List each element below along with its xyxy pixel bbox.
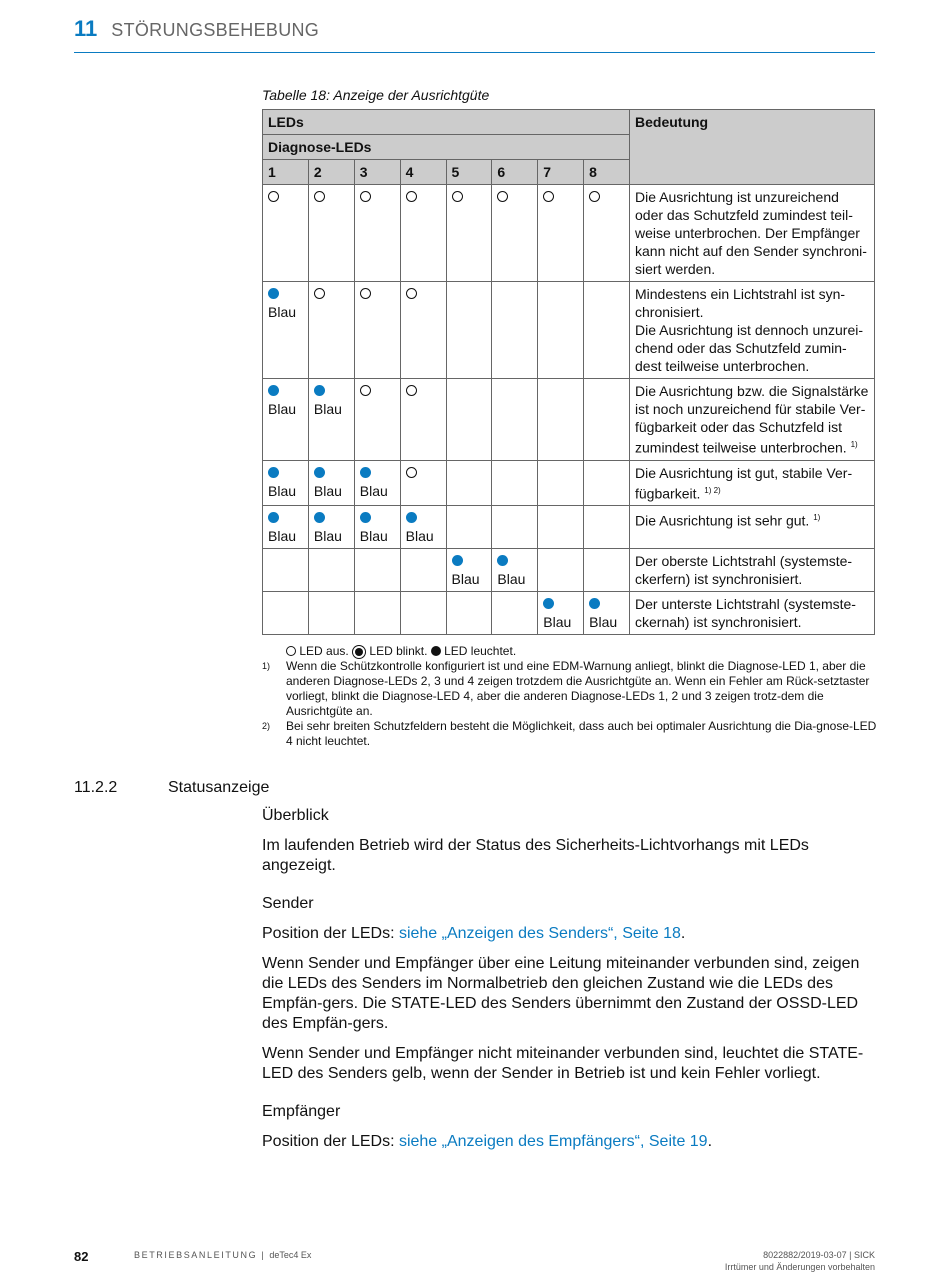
led-on-icon <box>452 555 463 566</box>
led-cell <box>308 460 354 506</box>
table-row <box>263 379 875 461</box>
led-off-icon <box>268 191 279 202</box>
led-off-icon <box>314 191 325 202</box>
led-off-icon <box>543 191 554 202</box>
sender-position <box>262 924 877 944</box>
led-cell <box>492 506 538 549</box>
sender-text-1: Wenn Sender und Empfänger über eine Leitung miteinander verbunden sind, zeigen die LEDs des Senders im Normalbetrieb den gleichen Zustand wie die LEDs des Empfän-gers. Die STATE-LED des Senders übernimmt den Zustand der OSSD-LED des Empfän-gers. <box>262 955 860 1032</box>
led-color: Blau <box>268 401 297 417</box>
sender-link[interactable]: siehe „Anzeigen des Senders“, Seite 18 <box>398 925 681 942</box>
led-off-icon <box>360 385 371 396</box>
led-on-icon <box>497 555 508 566</box>
led-blink-icon <box>355 648 363 656</box>
section-body <box>262 806 877 1162</box>
led-cell <box>538 379 584 461</box>
led-cell <box>538 460 584 506</box>
footnote-ref: 1) 2) <box>704 485 721 495</box>
led-cell <box>584 460 630 506</box>
column-header: 6 <box>492 160 538 185</box>
disclaimer: Irrtümer und Änderungen vorbehalten <box>724 1262 875 1272</box>
led-off-icon <box>406 288 417 299</box>
led-color: Blau <box>359 528 388 545</box>
led-cell <box>354 185 400 282</box>
led-cell <box>538 549 584 592</box>
led-on-icon <box>360 467 371 478</box>
overview-heading: Überblick <box>262 807 329 824</box>
led-cell <box>446 592 492 635</box>
receiver-link[interactable]: siehe „Anzeigen des Empfängers“, Seite 19 <box>398 1133 708 1150</box>
table-row <box>263 506 875 549</box>
led-on-icon <box>314 512 325 523</box>
legend-off: LED aus. <box>299 644 349 658</box>
led-cell <box>400 592 446 635</box>
led-cell <box>354 592 400 635</box>
doc-number: 8022882/2019-03-07 | SICK <box>763 1250 875 1260</box>
led-on-icon <box>268 512 279 523</box>
meaning-text: Die Ausrichtung ist sehr gut. <box>635 512 810 529</box>
doc-type: BETRIEBSANLEITUNG | <box>134 1250 270 1260</box>
led-off-icon <box>360 191 371 202</box>
led-off-icon <box>589 191 600 202</box>
column-header: 4 <box>400 160 446 185</box>
led-cell <box>263 379 309 461</box>
led-cell <box>308 592 354 635</box>
led-on-icon <box>268 288 279 299</box>
led-color: Blau <box>543 614 572 631</box>
led-off-icon <box>286 646 296 656</box>
footnote <box>262 719 877 749</box>
led-cell <box>308 282 354 379</box>
led-cell <box>446 379 492 461</box>
led-cell <box>492 379 538 461</box>
led-cell <box>400 506 446 549</box>
led-off-icon <box>314 288 325 299</box>
meaning-text: Mindestens ein Lichtstrahl ist syn- chronisiert. Die Ausrichtung ist dennoch unzurei- chend oder das Schutzfeld zumin- dest teilweise unterbrochen. <box>635 286 864 374</box>
table-row <box>263 460 875 506</box>
section-number: 11.2.2 <box>74 779 118 796</box>
meaning-cell <box>630 282 875 379</box>
footnote-text: Bei sehr breiten Schutzfeldern besteht die Möglichkeit, dass auch bei optimaler Ausrichtung die Dia-gnose-LED 4 nicht leuchtet. <box>286 719 877 748</box>
meaning-cell <box>630 592 875 635</box>
header-leds: LEDs <box>263 110 630 135</box>
footnote-mark: 2) <box>262 721 271 731</box>
led-on-icon <box>314 385 325 396</box>
alignment-table <box>262 109 875 635</box>
column-header: 5 <box>446 160 492 185</box>
led-cell <box>400 282 446 379</box>
led-on-icon <box>360 512 371 523</box>
header-meaning: Bedeutung <box>630 110 875 185</box>
led-on-icon <box>314 467 325 478</box>
footer-right <box>725 1249 875 1273</box>
meaning-cell <box>630 460 875 506</box>
column-header: 3 <box>354 160 400 185</box>
led-cell <box>584 549 630 592</box>
led-cell <box>492 460 538 506</box>
led-cell <box>538 185 584 282</box>
led-cell <box>263 282 309 379</box>
led-cell <box>263 549 309 592</box>
led-cell <box>354 549 400 592</box>
overview-text: Im laufenden Betrieb wird der Status des Sicherheits-Lichtvorhangs mit LEDs angezeigt. <box>262 837 809 874</box>
column-header: 1 <box>263 160 309 185</box>
led-on-icon <box>431 646 441 656</box>
led-cell <box>538 592 584 635</box>
legend-on: LED leuchtet. <box>444 644 517 658</box>
led-cell <box>354 282 400 379</box>
header-diagnose-leds: Diagnose-LEDs <box>263 135 630 160</box>
table-row <box>263 592 875 635</box>
led-cell <box>584 185 630 282</box>
led-color: Blau <box>589 614 618 631</box>
led-cell <box>538 506 584 549</box>
led-color: Blau <box>268 304 297 320</box>
table-row <box>263 185 875 282</box>
led-color: Blau <box>268 528 297 545</box>
table-row <box>263 549 875 592</box>
table-caption: Tabelle 18: Anzeige der Ausrichtgüte <box>262 87 490 103</box>
led-color: Blau <box>451 571 480 588</box>
led-cell <box>446 549 492 592</box>
led-cell <box>446 185 492 282</box>
led-off-icon <box>497 191 508 202</box>
led-off-icon <box>406 467 417 478</box>
table-row <box>263 282 875 379</box>
led-off-icon <box>406 191 417 202</box>
led-cell <box>584 282 630 379</box>
footnote-ref: 1) <box>813 513 821 523</box>
header-divider <box>74 52 875 53</box>
led-cell <box>263 185 309 282</box>
led-cell <box>263 460 309 506</box>
legend-blink: LED blinkt. <box>369 644 428 658</box>
led-color: Blau <box>497 571 526 588</box>
led-cell <box>400 185 446 282</box>
led-off-icon <box>452 191 463 202</box>
punct: . <box>680 925 686 942</box>
led-cell <box>354 379 400 461</box>
led-cell <box>446 506 492 549</box>
page-number: 82 <box>74 1249 89 1264</box>
meaning-text: Die Ausrichtung ist gut, stabile Ver- fügbarkeit. <box>635 464 853 502</box>
meaning-cell <box>630 506 875 549</box>
led-cell <box>308 185 354 282</box>
led-on-icon <box>268 467 279 478</box>
led-off-icon <box>360 288 371 299</box>
led-cell <box>308 549 354 592</box>
led-color: Blau <box>359 482 388 499</box>
led-cell <box>584 506 630 549</box>
led-cell <box>263 506 309 549</box>
product-name: deTec4 Ex <box>269 1250 312 1260</box>
punct: . <box>707 1133 713 1150</box>
receiver-position <box>262 1132 877 1152</box>
led-cell <box>538 282 584 379</box>
column-header: 2 <box>308 160 354 185</box>
led-color: Blau <box>313 401 342 417</box>
meaning-text: Der unterste Lichtstrahl (systemste- ckernah) ist synchronisiert. <box>635 596 856 631</box>
meaning-text: Der oberste Lichtstrahl (systemste- ckerfern) ist synchronisiert. <box>635 553 853 588</box>
chapter-title: STÖRUNGSBEHEBUNG <box>111 20 320 40</box>
led-cell <box>492 549 538 592</box>
led-cell <box>308 506 354 549</box>
led-on-icon <box>589 598 600 609</box>
led-color: Blau <box>268 482 297 499</box>
chapter-number: 11 <box>74 16 98 41</box>
meaning-text: Die Ausrichtung ist unzureichend oder das Schutzfeld zumindest teil- weise unterbrochen. Der Empfänger kann nicht auf den Sender synchroni- siert werden. <box>635 189 867 277</box>
led-cell <box>354 460 400 506</box>
led-cell <box>492 592 538 635</box>
led-cell <box>400 379 446 461</box>
meaning-cell <box>630 185 875 282</box>
led-cell <box>446 282 492 379</box>
led-on-icon <box>406 512 417 523</box>
meaning-cell <box>630 549 875 592</box>
meaning-text: Die Ausrichtung bzw. die Signalstärke ist noch unzureichend für stabile Ver- fügbarkeit oder das Schutzfeld ist zumindest teilweise unterbrochen. <box>635 383 869 456</box>
footer-doc <box>134 1250 311 1260</box>
label: Position der LEDs: <box>262 1133 399 1150</box>
led-cell <box>492 185 538 282</box>
led-color: Blau <box>313 528 342 545</box>
led-cell <box>584 592 630 635</box>
section-title: Statusanzeige <box>168 779 270 796</box>
led-off-icon <box>406 385 417 396</box>
led-cell <box>354 506 400 549</box>
footnote-text: Wenn die Schützkontrolle konfiguriert ist und eine EDM-Warnung anliegt, blinkt die Diagnose-LED 1, aber die anderen Diagnose-LEDs 2, 3 und 4 zeigen trotzdem die Ausrichtgüte an. Wenn ein Fehler am Rück-setztaster vorliegt, blinkt die Diagnose-LED 4, aber die anderen Diagnose-LEDs 1, 2 und 3 zeigen trotz-dem die Ausrichtgüte an. <box>286 659 870 718</box>
meaning-cell <box>630 379 875 461</box>
table-notes <box>262 644 877 749</box>
footnote-ref: 1) <box>850 440 858 449</box>
chapter-header <box>74 16 319 42</box>
label: Position der LEDs: <box>262 925 399 942</box>
sender-heading: Sender <box>262 895 314 912</box>
footnote <box>262 659 877 719</box>
led-cell <box>308 379 354 461</box>
led-legend <box>262 644 877 659</box>
led-cell <box>263 592 309 635</box>
led-on-icon <box>268 385 279 396</box>
led-cell <box>400 460 446 506</box>
led-cell <box>492 282 538 379</box>
led-cell <box>584 379 630 461</box>
column-header: 7 <box>538 160 584 185</box>
led-color: Blau <box>405 528 434 545</box>
led-cell <box>400 549 446 592</box>
receiver-heading: Empfänger <box>262 1103 341 1120</box>
led-cell <box>446 460 492 506</box>
footnote-mark: 1) <box>262 661 271 671</box>
led-on-icon <box>543 598 554 609</box>
led-color: Blau <box>313 482 342 499</box>
sender-text-2: Wenn Sender und Empfänger nicht miteinander verbunden sind, leuchtet die STATE-LED des Senders gelb, wenn der Sender in Betrieb ist und kein Fehler vorliegt. <box>262 1045 864 1082</box>
column-header: 8 <box>584 160 630 185</box>
